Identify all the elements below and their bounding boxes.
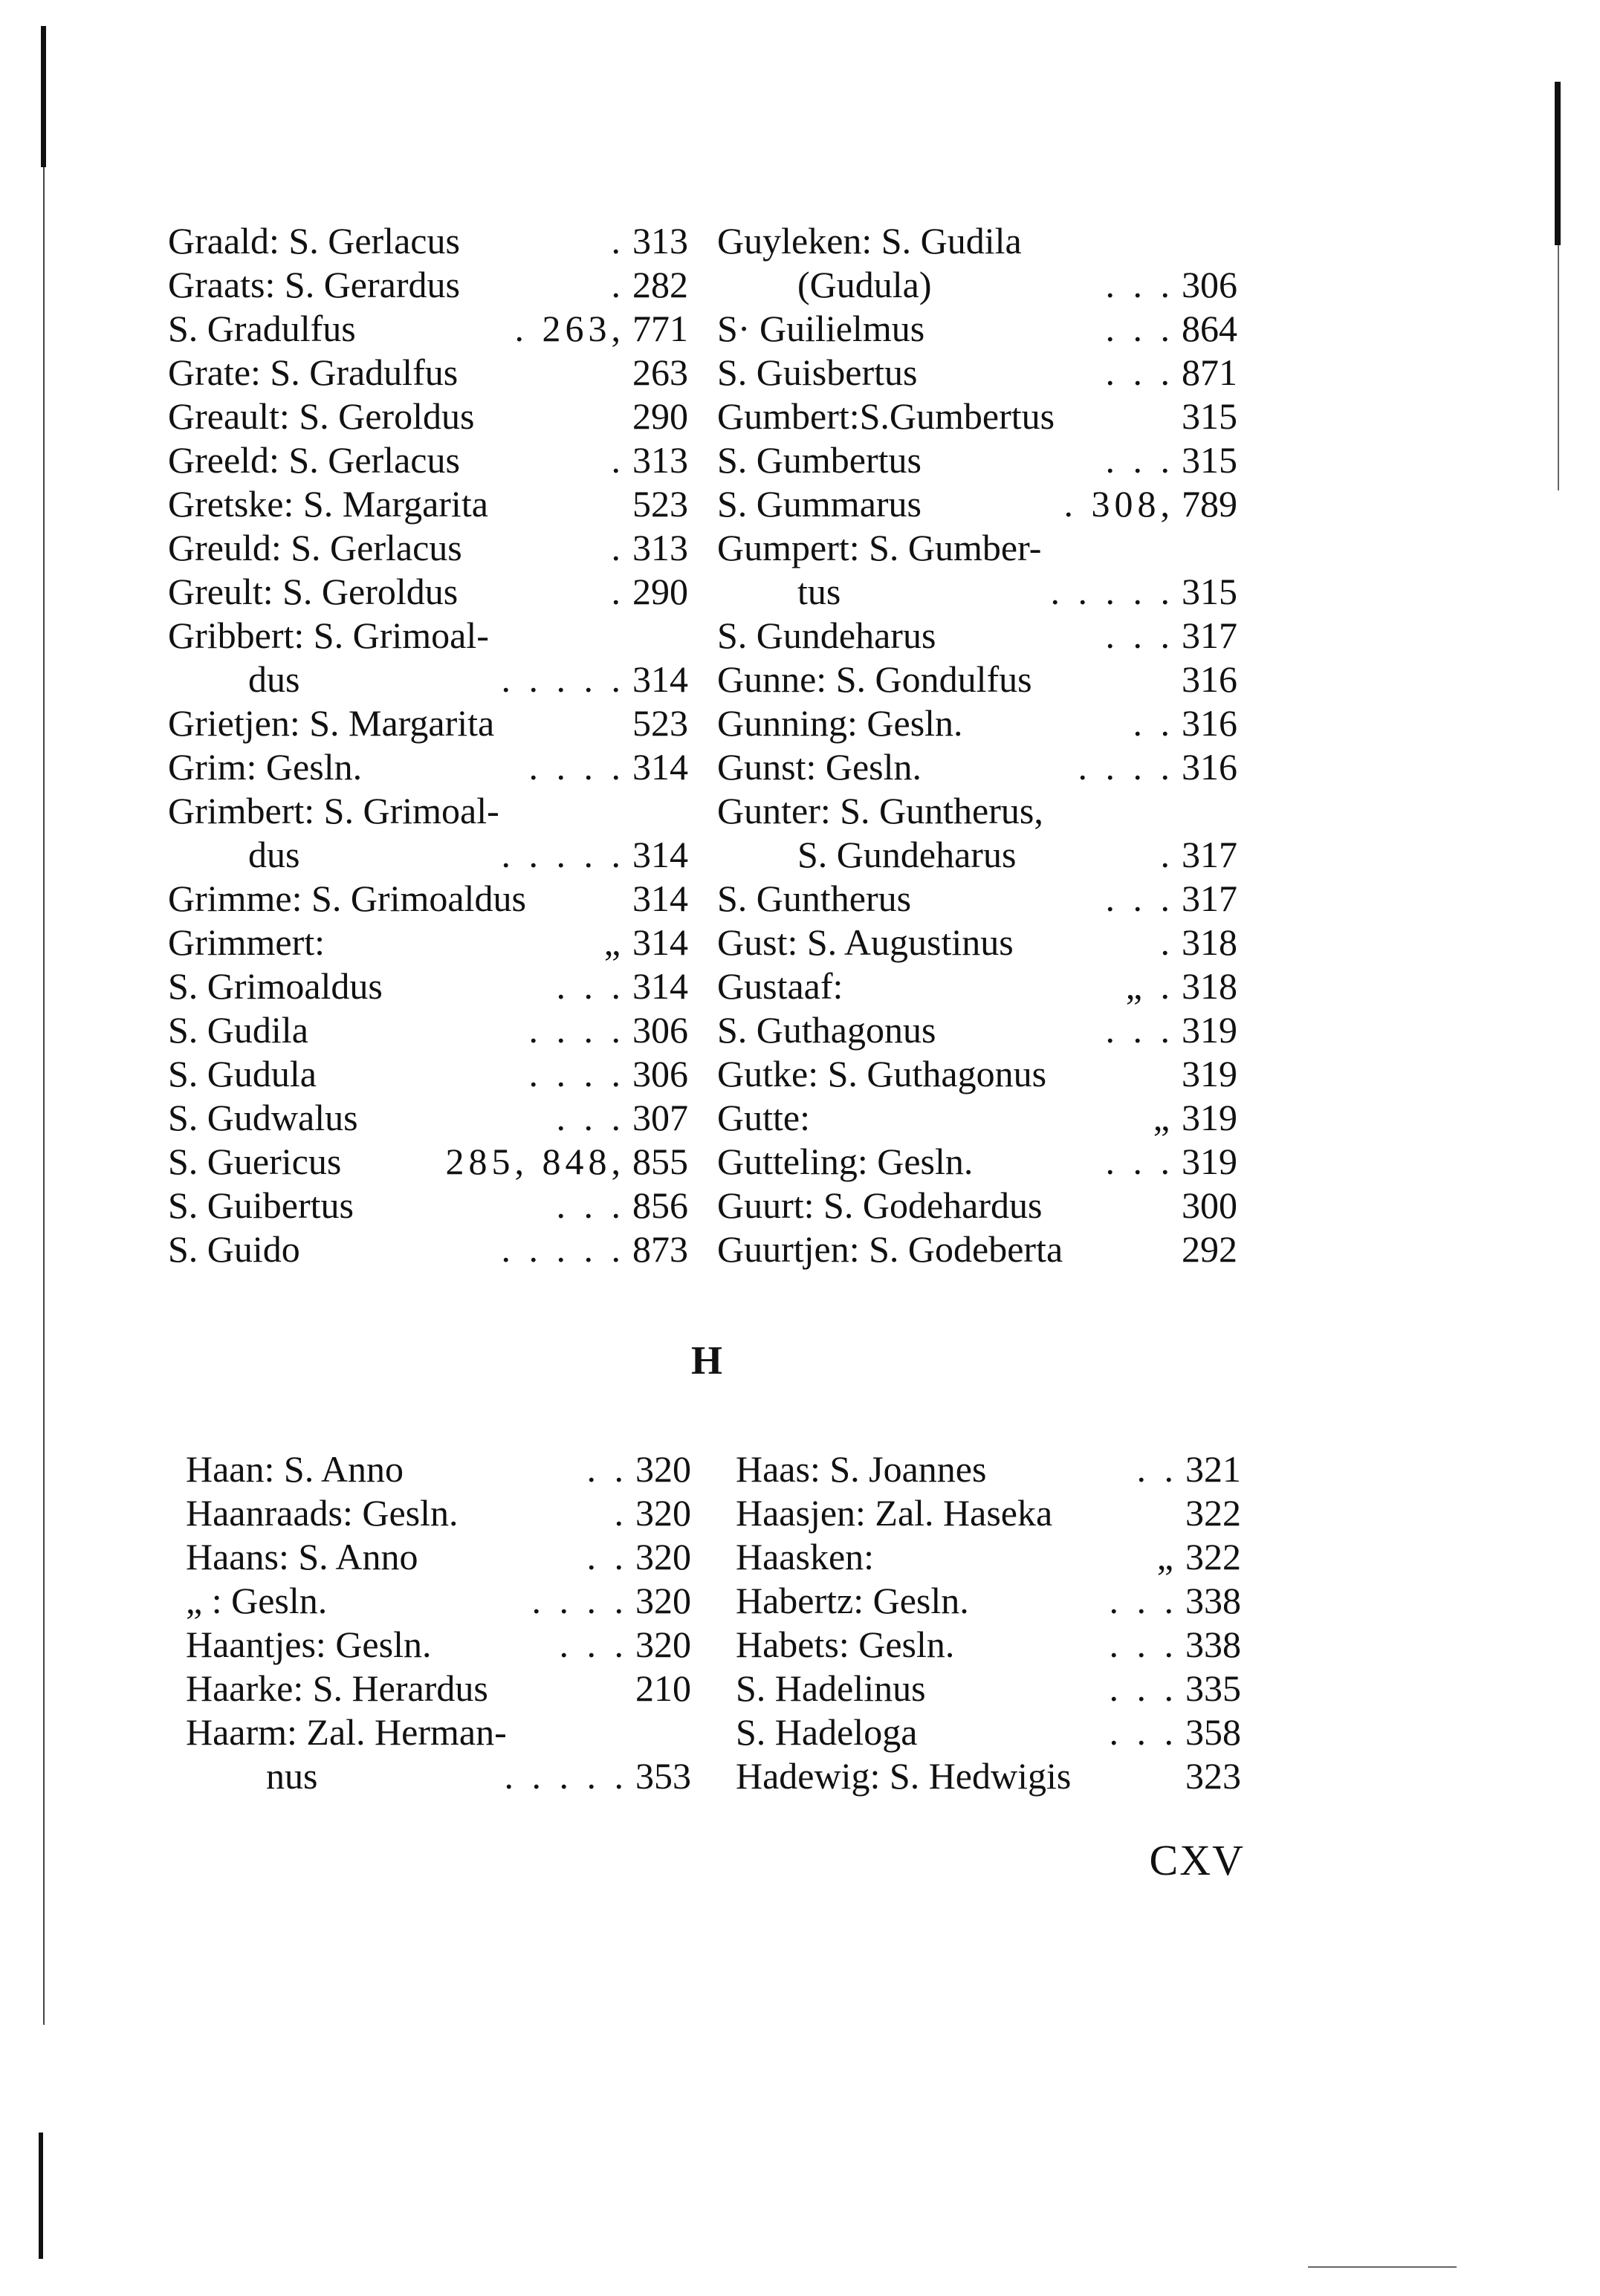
entry-leader: .	[611, 439, 625, 481]
index-entry	[186, 1623, 691, 1667]
index-entry	[717, 789, 1237, 833]
index-entry	[168, 570, 688, 614]
index-entry	[168, 351, 688, 395]
entry-page: 871	[1182, 351, 1237, 393]
entry-leader: .	[1160, 834, 1174, 875]
entry-page: 316	[1182, 746, 1237, 788]
entry-page: 523	[632, 702, 688, 744]
entry-page: 338	[1185, 1624, 1241, 1665]
index-entry	[717, 351, 1237, 395]
entry-label: Gumpert: S. Gumber-	[717, 527, 1042, 568]
entry-page: 282	[632, 264, 688, 305]
index-entry	[717, 701, 1237, 745]
entry-page: 320	[635, 1536, 691, 1577]
entry-label: S. Gumbertus	[717, 439, 922, 481]
entry-leader: . .	[1133, 702, 1174, 744]
index-entry	[717, 1008, 1237, 1052]
index-entry	[186, 1535, 691, 1579]
entry-leader: .	[611, 527, 625, 568]
index-entry	[717, 877, 1237, 921]
entry-label: Gunst: Gesln.	[717, 746, 922, 788]
index-entry	[186, 1710, 691, 1754]
entry-page: 313	[632, 220, 688, 262]
index-entry	[186, 1754, 691, 1798]
index-entry	[168, 438, 688, 482]
scan-edge-line	[1558, 245, 1559, 490]
entry-label: Greeld: S. Gerlacus	[168, 439, 460, 481]
entry-label: Grimbert: S. Grimoal-	[168, 790, 499, 831]
entry-label: Habets: Gesln.	[736, 1624, 955, 1665]
entry-page: 320	[635, 1624, 691, 1665]
index-entry	[168, 1140, 688, 1184]
index-entry	[186, 1579, 691, 1623]
entry-leader: . . .	[1109, 1711, 1178, 1753]
entry-leader: . . . .	[528, 1053, 625, 1095]
entry-label: Gretske: S. Margarita	[168, 483, 488, 525]
index-entry	[717, 614, 1237, 658]
entry-leader: . . . . .	[501, 658, 625, 700]
entry-label: Haan: S. Anno	[186, 1448, 404, 1490]
index-entry	[717, 964, 1237, 1008]
entry-page: 314	[632, 921, 688, 963]
entry-leader: . . .	[1109, 1624, 1178, 1665]
entry-label: Gumbert:S.Gumbertus	[717, 395, 1055, 437]
entry-page: 290	[632, 571, 688, 612]
index-column-g-right	[717, 219, 1237, 1271]
entry-page: 314	[632, 965, 688, 1007]
section-heading-h: H	[691, 1338, 723, 1383]
entry-label: Habertz: Gesln.	[736, 1580, 969, 1621]
entry-leader: . . .	[556, 1184, 625, 1226]
entry-page: 316	[1182, 702, 1237, 744]
entry-label: Haantjes: Gesln.	[186, 1624, 432, 1665]
entry-label: S. Hadelinus	[736, 1667, 926, 1709]
entry-label: Grimme: S. Grimoaldus	[168, 878, 526, 919]
entry-page: 856	[632, 1184, 688, 1226]
entry-label: Gunne: S. Gondulfus	[717, 658, 1032, 700]
entry-leader: . . .	[1105, 439, 1174, 481]
index-entry	[736, 1754, 1241, 1798]
entry-label: S. Hadeloga	[736, 1711, 918, 1753]
index-entry	[717, 482, 1237, 526]
index-entry	[717, 526, 1237, 570]
index-entry	[168, 1052, 688, 1096]
entry-label: S. Gradulfus	[168, 308, 356, 349]
entry-label: Greult: S. Geroldus	[168, 571, 459, 612]
entry-page: 523	[632, 483, 688, 525]
index-entry	[168, 789, 688, 833]
entry-label: Haasken:	[736, 1536, 875, 1577]
entry-page: 864	[1182, 308, 1237, 349]
entry-leader: . .	[586, 1536, 628, 1577]
index-entry	[186, 1667, 691, 1710]
index-entry	[736, 1710, 1241, 1754]
entry-page: 306	[1182, 264, 1237, 305]
entry-leader: . 263,	[514, 308, 625, 349]
entry-leader: . . . .	[528, 1009, 625, 1051]
index-entry	[168, 307, 688, 351]
entry-label: Greuld: S. Gerlacus	[168, 527, 462, 568]
entry-page: 315	[1182, 395, 1237, 437]
index-entry	[736, 1535, 1241, 1579]
index-entry	[736, 1579, 1241, 1623]
entry-label: Haarke: S. Herardus	[186, 1667, 488, 1709]
entry-leader: „	[603, 921, 625, 963]
entry-label: S. Gundeharus	[717, 614, 936, 656]
entry-label: Gribbert: S. Grimoal-	[168, 614, 489, 656]
entry-label: Hadewig: S. Hedwigis	[736, 1755, 1072, 1797]
entry-label: Haarm: Zal. Herman-	[186, 1711, 507, 1753]
entry-label: S. Gudwalus	[168, 1097, 358, 1138]
entry-page: 300	[1182, 1184, 1237, 1226]
entry-page: 338	[1185, 1580, 1241, 1621]
entry-page: 320	[635, 1580, 691, 1621]
entry-page: 292	[1182, 1228, 1237, 1270]
entry-page: 335	[1185, 1667, 1241, 1709]
index-entry	[717, 1184, 1237, 1228]
entry-page: 290	[632, 395, 688, 437]
index-column-g-left	[168, 219, 688, 1271]
entry-leader: „ .	[1125, 965, 1174, 1007]
index-entry	[168, 658, 688, 701]
entry-page: 314	[632, 834, 688, 875]
entry-page: 314	[632, 878, 688, 919]
entry-label: nus	[266, 1755, 318, 1797]
index-entry	[168, 964, 688, 1008]
index-entry	[168, 1096, 688, 1140]
entry-page: 322	[1185, 1492, 1241, 1534]
entry-label: S. Guido	[168, 1228, 300, 1270]
scan-edge-line	[1308, 2266, 1457, 2268]
index-entry	[717, 833, 1237, 877]
index-entry	[717, 219, 1237, 263]
entry-leader: . .	[1136, 1448, 1178, 1490]
entry-label: Haas: S. Joannes	[736, 1448, 987, 1490]
entry-leader: .	[611, 220, 625, 262]
entry-page: 314	[632, 658, 688, 700]
entry-label: „ : Gesln.	[186, 1580, 328, 1621]
index-entry	[168, 701, 688, 745]
scan-edge-mark	[41, 26, 46, 167]
entry-page: 323	[1185, 1755, 1241, 1797]
entry-leader: .	[611, 571, 625, 612]
entry-label: S· Guilielmus	[717, 308, 925, 349]
entry-label: S. Guericus	[168, 1141, 342, 1182]
entry-leader: . . .	[1105, 351, 1174, 393]
entry-label: Grimmert:	[168, 921, 325, 963]
entry-leader: .	[611, 264, 625, 305]
entry-label: tus	[797, 571, 841, 612]
entry-label: Gunning: Gesln.	[717, 702, 963, 744]
entry-label: S. Gummarus	[717, 483, 922, 525]
index-entry	[736, 1447, 1241, 1491]
entry-leader: . . .	[1105, 878, 1174, 919]
index-entry	[717, 1228, 1237, 1271]
entry-label: Guyleken: S. Gudila	[717, 220, 1022, 262]
index-entry	[736, 1623, 1241, 1667]
entry-label: Graats: S. Gerardus	[168, 264, 460, 305]
index-entry	[717, 745, 1237, 789]
entry-leader: . . .	[1105, 614, 1174, 656]
entry-label: (Gudula)	[797, 264, 932, 305]
index-entry	[168, 263, 688, 307]
entry-label: Guurtjen: S. Godeberta	[717, 1228, 1063, 1270]
scan-edge-mark	[1555, 82, 1561, 245]
index-entry	[717, 263, 1237, 307]
entry-page: 313	[632, 527, 688, 568]
entry-label: dus	[248, 658, 300, 700]
entry-label: Haanraads: Gesln.	[186, 1492, 459, 1534]
entry-leader: . . . . .	[501, 1228, 625, 1270]
entry-page: 315	[1182, 571, 1237, 612]
entry-label: dus	[248, 834, 300, 875]
entry-leader: . . . . .	[1050, 571, 1174, 612]
entry-label: Guurt: S. Godehardus	[717, 1184, 1043, 1226]
index-entry	[168, 526, 688, 570]
index-entry	[168, 1184, 688, 1228]
entry-page: 319	[1182, 1009, 1237, 1051]
entry-label: Greault: S. Geroldus	[168, 395, 475, 437]
entry-leader: „	[1153, 1097, 1174, 1138]
entry-label: Gutte:	[717, 1097, 810, 1138]
entry-page: 320	[635, 1492, 691, 1534]
index-entry	[717, 1140, 1237, 1184]
entry-page: 319	[1182, 1141, 1237, 1182]
entry-page: 321	[1185, 1448, 1241, 1490]
index-entry	[168, 921, 688, 964]
index-entry	[736, 1667, 1241, 1710]
index-entry	[717, 395, 1237, 438]
entry-page: 263	[632, 351, 688, 393]
entry-leader: . . . . .	[504, 1755, 628, 1797]
entry-page: 789	[1182, 483, 1237, 525]
entry-page: 322	[1185, 1536, 1241, 1577]
entry-label: S. Guthagonus	[717, 1009, 936, 1051]
entry-page: 873	[632, 1228, 688, 1270]
entry-leader: . . .	[1105, 1141, 1174, 1182]
entry-label: S. Gundeharus	[797, 834, 1017, 875]
entry-leader: . . .	[556, 1097, 625, 1138]
entry-page: 210	[635, 1667, 691, 1709]
entry-leader: . . .	[1109, 1580, 1178, 1621]
entry-leader: . . .	[1109, 1667, 1178, 1709]
index-entry	[186, 1491, 691, 1535]
entry-leader: . . .	[559, 1624, 628, 1665]
entry-label: Gutteling: Gesln.	[717, 1141, 974, 1182]
entry-page: 316	[1182, 658, 1237, 700]
entry-page: 314	[632, 746, 688, 788]
entry-label: Haasjen: Zal. Haseka	[736, 1492, 1053, 1534]
entry-leader: .	[614, 1492, 628, 1534]
entry-leader: . . .	[1105, 264, 1174, 305]
entry-label: Grim: Gesln.	[168, 746, 363, 788]
entry-label: Gust: S. Augustinus	[717, 921, 1014, 963]
entry-label: Haans: S. Anno	[186, 1536, 418, 1577]
index-entry	[168, 877, 688, 921]
entry-label: S. Grimoaldus	[168, 965, 383, 1007]
entry-leader: . .	[586, 1448, 628, 1490]
entry-label: Graald: S. Gerlacus	[168, 220, 460, 262]
entry-page: 358	[1185, 1711, 1241, 1753]
index-entry	[168, 482, 688, 526]
entry-label: Gutke: S. Guthagonus	[717, 1053, 1047, 1095]
entry-leader: . . . .	[1078, 746, 1174, 788]
entry-label: Gunter: S. Guntherus,	[717, 790, 1043, 831]
entry-leader: . . .	[1105, 1009, 1174, 1051]
entry-page: 353	[635, 1755, 691, 1797]
entry-page: 319	[1182, 1097, 1237, 1138]
entry-page: 313	[632, 439, 688, 481]
index-entry	[168, 1008, 688, 1052]
entry-page: 319	[1182, 1053, 1237, 1095]
index-entry	[717, 438, 1237, 482]
entry-label: S. Guisbertus	[717, 351, 918, 393]
entry-page: 317	[1182, 614, 1237, 656]
entry-leader: „	[1156, 1536, 1178, 1577]
entry-label: S. Guibertus	[168, 1184, 354, 1226]
index-entry	[186, 1447, 691, 1491]
page-number: CXV	[1149, 1836, 1245, 1884]
entry-leader: . . . .	[531, 1580, 628, 1621]
entry-page: 306	[632, 1053, 688, 1095]
entry-page: 318	[1182, 921, 1237, 963]
entry-page: 306	[632, 1009, 688, 1051]
entry-label: S. Guntherus	[717, 878, 912, 919]
index-entry	[168, 1228, 688, 1271]
entry-page: 307	[632, 1097, 688, 1138]
index-entry	[168, 219, 688, 263]
index-entry	[168, 395, 688, 438]
entry-label: Gustaaf:	[717, 965, 843, 1007]
entry-leader: . . .	[1105, 308, 1174, 349]
index-column-h-right	[736, 1447, 1241, 1798]
index-column-h-left	[186, 1447, 691, 1798]
entry-leader: .	[1160, 921, 1174, 963]
entry-label: Grate: S. Gradulfus	[168, 351, 459, 393]
entry-page: 320	[635, 1448, 691, 1490]
scan-edge-mark	[39, 2133, 43, 2259]
index-entry	[736, 1491, 1241, 1535]
entry-leader: . . .	[556, 965, 625, 1007]
index-entry	[717, 658, 1237, 701]
entry-leader: . 308,	[1063, 483, 1174, 525]
entry-page: 318	[1182, 965, 1237, 1007]
index-entry	[168, 614, 688, 658]
index-entry	[717, 1052, 1237, 1096]
entry-leader: 285, 848,	[445, 1141, 625, 1182]
index-entry	[717, 921, 1237, 964]
entry-page: 315	[1182, 439, 1237, 481]
index-entry	[168, 745, 688, 789]
index-entry	[717, 307, 1237, 351]
entry-label: Grietjen: S. Margarita	[168, 702, 495, 744]
entry-page: 317	[1182, 878, 1237, 919]
entry-leader: . . . .	[528, 746, 625, 788]
index-entry	[717, 1096, 1237, 1140]
entry-label: S. Gudula	[168, 1053, 317, 1095]
entry-leader: . . . . .	[501, 834, 625, 875]
entry-page: 855	[632, 1141, 688, 1182]
scan-edge-line	[43, 167, 45, 2025]
entry-label: S. Gudila	[168, 1009, 308, 1051]
entry-page: 771	[632, 308, 688, 349]
index-entry	[168, 833, 688, 877]
entry-page: 317	[1182, 834, 1237, 875]
index-entry	[717, 570, 1237, 614]
